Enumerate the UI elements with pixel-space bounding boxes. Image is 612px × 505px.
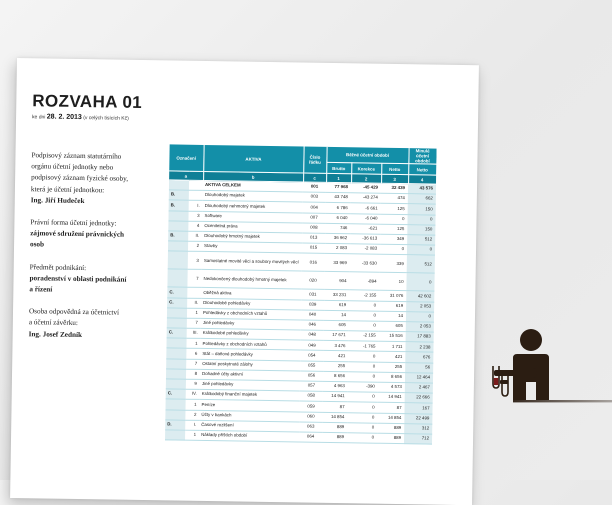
cell-row-number: 003 [303,192,326,203]
cell-row-number: 060 [299,412,322,423]
cell-row-number: 020 [301,271,324,289]
info-value: osob [30,240,45,249]
cell-netto-prev: 2 467 [405,383,433,394]
cell-oznaceni [168,210,188,221]
cell-korekce: 0 [347,412,377,423]
cell-brutto: 87 [322,402,347,413]
cell-item-name: Dlouhodobé pohledávky [201,298,301,310]
cell-oznaceni [168,241,188,252]
cell-oznaceni: B. [168,231,188,242]
cell-oznaceni [166,359,186,370]
cell-sub: 3 [188,211,202,221]
info-value: poradenství v oblasti podnikání [29,274,127,284]
cell-item-name: Jiné pohledávky [200,379,300,391]
cell-oznaceni [166,338,186,349]
cell-brutto: 6 786 [326,203,351,214]
cell-brutto: 17 671 [324,330,349,341]
cell-korekce: -36 613 [350,234,380,245]
cell-netto-prev: 150 [407,224,435,235]
info-block [29,262,160,298]
date-prefix: ke dni [32,114,46,121]
cell-item-name: Pohledávky z obchodních vztahů [200,339,300,351]
info-label: orgánu účetní jednotky nebo [31,162,114,172]
cell-oznaceni: C. [167,328,187,339]
letter-a: a [169,171,203,181]
cell-netto: 474 [381,193,408,204]
cell-sub: 6 [186,349,200,359]
cell-brutto: 2 083 [325,243,350,254]
cell-korekce: 0 [348,351,378,362]
cell-netto-prev: 312 [404,423,432,434]
cell-item-name: Náklady příštích období [199,430,299,442]
cell-sub: IV. [186,389,200,399]
cell-netto-prev: 167 [404,403,432,414]
cell-row-number: 040 [301,310,324,321]
cell-brutto: 8 656 [323,371,348,382]
cell-sub: 1 [185,430,199,440]
cell-sub: II. [187,298,201,308]
cell-row-number: 064 [299,432,322,443]
cell-sub: 7 [187,318,201,328]
cell-netto: 421 [378,352,405,363]
cell-korekce: 0 [349,300,379,311]
balance-sheet-table [165,144,437,444]
cell-korekce: -894 [349,272,379,290]
cell-item-name: Krátkodobé pohledávky [201,328,301,340]
cell-netto-prev: 0 [407,214,435,225]
cell-korekce: -1 765 [348,341,378,352]
cell-netto-prev: 0 [407,245,435,256]
cell-korekce: -2 155 [349,290,379,301]
cell-korekce: -390 [348,382,378,393]
cell-korekce: -2 155 [349,331,379,342]
cell-oznaceni: B. [169,200,189,211]
cell-netto: 10 [379,273,406,291]
cell-sub [187,288,201,298]
cell-row-number: 054 [300,350,323,361]
cell-oznaceni: C. [166,389,186,400]
header-oznaceni: Označení [169,144,203,171]
cell-brutto: 904 [324,272,349,290]
cell-brutto: 43 748 [326,193,351,204]
cell-sub: I. [189,201,203,211]
cell-brutto: 3 476 [323,341,348,352]
cell-row-number: 049 [300,340,323,351]
cell-sub: II. [188,231,202,241]
cell-oznaceni [168,251,188,269]
cell-netto-prev: 0 [406,273,434,291]
cell-netto: 14 [379,311,406,322]
cell-oznaceni [165,430,185,441]
header-netto-prev: Netto [408,164,436,175]
cell-item-name: Ostatní poskytnuté zálohy [200,359,300,371]
table-body [165,180,436,444]
cell-brutto: 255 [323,361,348,372]
letter-4: 4 [408,175,436,184]
letter-2: 2 [351,174,381,183]
cell-netto-prev: 56 [405,362,433,373]
cell-netto: 605 [379,321,406,332]
cell-netto-prev: 2 238 [405,342,433,353]
cell-sub [189,180,203,190]
cell-sub: 1 [186,338,200,348]
letter-1: 1 [326,173,351,182]
cell-row-number: 055 [300,361,323,372]
cell-brutto: 14 [324,310,349,321]
cell-oznaceni [166,379,186,390]
cell-netto: 31 076 [379,291,406,302]
cell-netto-prev: 676 [405,352,433,363]
cell-netto-prev: 2 053 [406,301,434,312]
info-value: zájmové sdružení právnických [30,229,125,239]
cell-brutto: 6 040 [325,213,350,224]
cell-korekce: 0 [347,402,377,413]
cell-oznaceni: B. [169,190,189,201]
info-label: která je účetní jednotkou: [30,184,105,194]
cell-row-number: 058 [300,391,323,402]
cell-brutto: 605 [324,320,349,331]
cell-korekce: -6 661 [351,203,381,214]
cell-netto: 619 [379,301,406,312]
desk-line [513,400,612,402]
cell-netto-prev: 43 576 [408,184,436,195]
page-title: ROZVAHA 01 [32,91,143,112]
report-date: 28. 2. 2013 [46,113,82,122]
cell-item-name: Dlouhodobý hmotný majetek [202,231,302,243]
cell-brutto: 889 [322,432,347,443]
cell-korekce: 0 [347,433,377,444]
cell-row-number: 057 [300,381,323,392]
cell-brutto: 77 968 [326,182,351,193]
cell-oznaceni [167,308,187,319]
cell-item-name: Samostatné movité věci a soubory movitých věcí [202,252,302,272]
cell-sub: 4 [188,221,202,231]
info-block [31,150,162,208]
cell-netto: 1 711 [378,341,405,352]
cell-row-number: 001 [303,182,326,193]
cell-netto-prev: 662 [408,194,436,205]
letter-b: b [203,171,303,182]
cell-netto: 889 [377,423,404,434]
cell-netto: 0 [380,214,407,225]
cell-row-number: 048 [301,330,324,341]
cell-korekce: -33 630 [350,254,380,272]
cell-netto: 349 [380,234,407,245]
cell-netto: 14 854 [377,413,404,424]
cell-korekce: -43 274 [351,193,381,204]
cell-row-number: 007 [302,213,325,224]
cell-netto: 4 573 [378,382,405,393]
report-page [10,58,479,505]
cell-item-name: Časové rozlišení [199,420,299,432]
cell-row-number: 056 [300,371,323,382]
cell-oznaceni [167,318,187,329]
cell-korekce: -6 040 [350,213,380,224]
info-label: podpisový záznam fyzické osoby, [31,173,129,184]
cell-korekce: 0 [347,422,377,433]
cell-brutto: 14 941 [323,392,348,403]
cell-sub: 2 [185,410,199,420]
cell-netto: 87 [377,403,404,414]
cell-netto-prev: 0 [406,311,434,322]
cell-item-name: Stát – daňové pohledávky [200,349,300,361]
cell-sub: 1 [187,308,201,318]
cell-oznaceni [166,369,186,380]
cell-item-name: Dlouhodobý majetek [203,191,303,203]
cell-row-number: 031 [301,289,324,300]
cell-korekce: 0 [349,310,379,321]
tube-liquid [494,378,498,385]
cell-item-name: Stavby [202,242,302,254]
cell-netto: 14 941 [378,392,405,403]
cell-netto-prev: 22 499 [404,413,432,424]
cell-netto: 15 516 [379,331,406,342]
date-line [32,113,129,122]
cell-row-number: 008 [302,223,325,234]
cell-korekce: -2 083 [350,244,380,255]
cell-row-number: 004 [303,202,326,213]
cell-sub: 7 [186,359,200,369]
cell-korekce: -45 429 [351,183,381,194]
cell-oznaceni: C. [167,297,187,308]
info-label: Podpisový záznam statutárního [31,151,122,161]
cell-oznaceni: C. [167,287,187,298]
cell-korekce: 0 [348,372,378,383]
cell-brutto: 33 231 [324,290,349,301]
cell-korekce: 0 [349,321,379,332]
cell-item-name: Nedokončený dlouhodobý hmotný majetek [201,270,301,290]
cell-oznaceni [168,221,188,232]
info-label: a účetní závěrku: [28,318,78,328]
cell-sub [189,190,203,200]
person-with-test-tubes-icon [480,322,612,422]
info-label: Předmět podnikání: [29,262,87,272]
header-korekce: Korekce [351,163,381,174]
cell-item-name: AKTIVA CELKEM [203,180,303,192]
cell-sub: I. [185,420,199,430]
cell-oznaceni [166,348,186,359]
cell-row-number: 063 [299,422,322,433]
cell-brutto: 14 854 [322,412,347,423]
cell-netto: 32 439 [381,183,408,194]
header-netto: Netto [381,163,408,174]
cell-brutto: 746 [325,223,350,234]
cell-row-number: 013 [302,233,325,244]
cell-netto-prev: 42 602 [406,291,434,302]
cell-netto: 125 [381,204,408,215]
cell-netto-prev: 712 [404,434,432,445]
cell-item-name: Účty v bankách [199,410,299,422]
cell-item-name: Dlouhodobý nehmotný majetek [203,201,303,213]
header-minule-obdobi: Minulé účetní období [408,148,436,164]
cell-netto: 125 [380,224,407,235]
cell-oznaceni: D. [165,420,185,431]
cell-netto: 8 656 [378,372,405,383]
info-value: Ing. Josef Zedník [28,329,83,339]
cell-brutto: 4 963 [323,381,348,392]
cell-sub: 7 [187,270,201,288]
info-value: a řízení [29,285,53,294]
letter-c: c [303,173,326,182]
cell-netto-prev: 17 883 [406,332,434,343]
cell-item-name: Software [202,211,302,223]
cell-korekce: -621 [350,224,380,235]
header-brutto: Brutto [326,162,351,173]
info-value: Ing. Jiří Hudeček [30,196,85,205]
cell-brutto: 36 962 [325,233,350,244]
cell-brutto: 889 [322,422,347,433]
cell-item-name: Peníze [199,400,299,412]
company-info [28,150,161,353]
cell-item-name: Jiné pohledávky [201,318,301,330]
cell-item-name: Krátkodobý finanční majetek [200,390,300,402]
cell-netto: 889 [377,433,404,444]
header-cislo-radku: Číslo řádku [303,147,326,174]
cell-netto-prev: 2 053 [406,322,434,333]
cell-netto-prev: 12 464 [405,372,433,383]
info-label: Osoba odpovědná za účetnictví [28,307,120,317]
info-block [29,306,160,342]
header-aktiva: AKTIVA [203,145,303,173]
cell-sub: 9 [186,379,200,389]
cell-netto: 339 [380,255,407,273]
cell-netto-prev: 22 666 [405,393,433,404]
cell-brutto: 33 969 [325,254,350,272]
cell-oznaceni [167,269,187,287]
cell-sub: III. [187,328,201,338]
cell-row-number: 039 [301,299,324,310]
cell-sub: 1 [185,400,199,410]
cell-oznaceni [165,409,185,420]
date-suffix: (v celých tisících Kč) [83,115,129,122]
cell-netto-prev: 150 [408,204,436,215]
cell-row-number: 015 [302,243,325,254]
header-bezne-obdobi: Běžné účetní období [326,147,408,164]
cell-oznaceni [165,399,185,410]
cell-korekce: 0 [348,392,378,403]
cell-korekce: 0 [348,361,378,372]
cell-item-name: Dohadné účty aktivní [200,369,300,381]
cell-netto-prev: 512 [407,255,435,273]
cell-item-name: Pohledávky z obchodních vztahů [201,308,301,320]
cell-sub: 3 [188,252,202,270]
cell-sub: 8 [186,369,200,379]
cell-oznaceni [169,180,189,191]
cell-row-number: 016 [302,253,325,271]
cell-item-name: Ocenitelná práva [202,221,302,233]
info-label: Právní forma účetní jednotky: [30,218,117,228]
cell-brutto: 421 [323,351,348,362]
cell-brutto: 619 [324,300,349,311]
cell-row-number: 046 [301,320,324,331]
cell-item-name: Oběžná aktiva [201,288,301,300]
cell-netto: 0 [380,244,407,255]
letter-3: 3 [381,174,408,183]
cell-row-number: 059 [299,401,322,412]
cell-netto-prev: 512 [407,235,435,246]
cell-sub: 2 [188,241,202,251]
cell-netto: 255 [378,362,405,373]
info-block [30,217,161,253]
